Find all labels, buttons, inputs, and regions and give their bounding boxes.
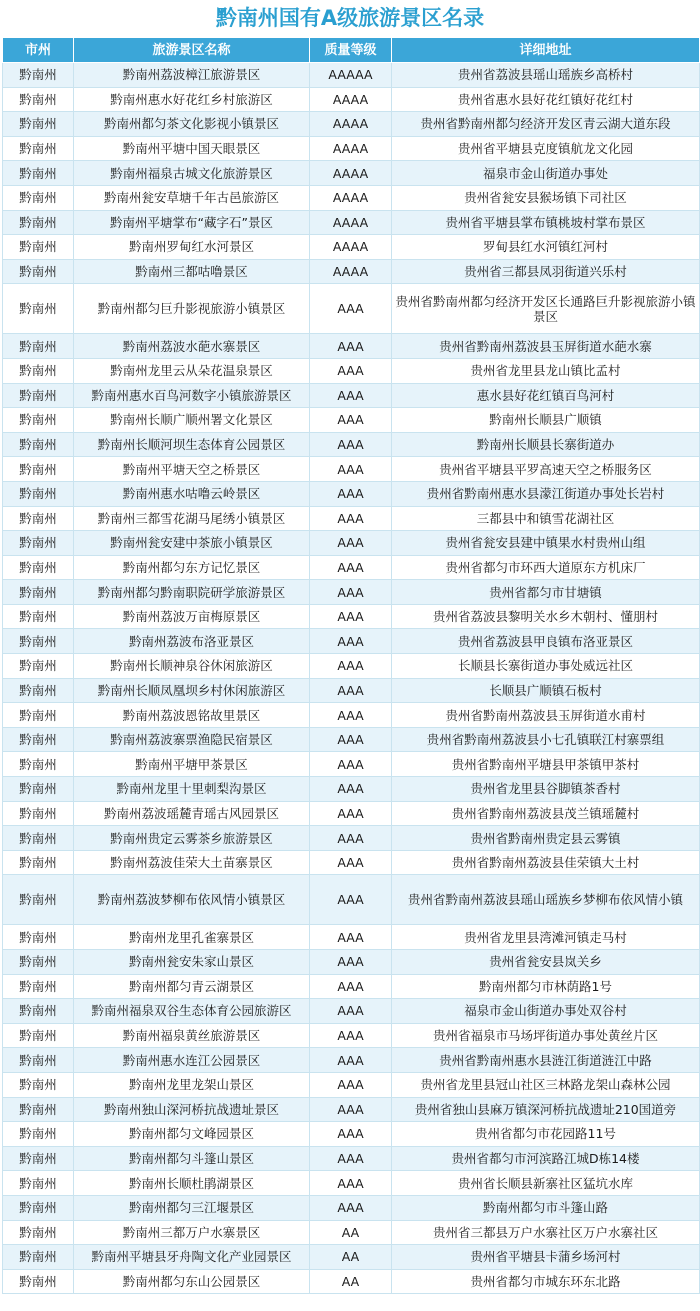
cell-address: 贵州省黔南州贵定县云雾镇 bbox=[392, 826, 700, 851]
cell-address: 贵州省都匀市城东环东北路 bbox=[392, 1269, 700, 1294]
table-row bbox=[3, 1245, 700, 1270]
header-name: 旅游景区名称 bbox=[74, 38, 310, 63]
cell-city: 黔南州 bbox=[3, 1245, 74, 1270]
cell-address: 贵州省福泉市马场坪街道办事处黄丝片区 bbox=[392, 1023, 700, 1048]
cell-name: 黔南州惠水好花红乡村旅游区 bbox=[74, 87, 310, 112]
cell-grade: AA bbox=[310, 1245, 392, 1270]
table-row bbox=[3, 1097, 700, 1122]
cell-name: 黔南州贵定云雾茶乡旅游景区 bbox=[74, 826, 310, 851]
cell-name: 黔南州龙里云从朵花温泉景区 bbox=[74, 358, 310, 383]
cell-city: 黔南州 bbox=[3, 210, 74, 235]
cell-address: 贵州省黔南州惠水县濛江街道办事处长岩村 bbox=[392, 481, 700, 506]
cell-address: 贵州省都匀市河滨路江城D栋14楼 bbox=[392, 1146, 700, 1171]
cell-grade: AAA bbox=[310, 875, 392, 925]
cell-name: 黔南州三都雪花湖马尾绣小镇景区 bbox=[74, 506, 310, 531]
cell-name: 黔南州福泉双谷生态体育公园旅游区 bbox=[74, 999, 310, 1024]
cell-address: 黔南州都匀市林荫路1号 bbox=[392, 974, 700, 999]
cell-name: 黔南州瓮安建中茶旅小镇景区 bbox=[74, 531, 310, 556]
cell-city: 黔南州 bbox=[3, 1220, 74, 1245]
cell-city: 黔南州 bbox=[3, 358, 74, 383]
cell-name: 黔南州都匀东方记忆景区 bbox=[74, 555, 310, 580]
table-row bbox=[3, 1220, 700, 1245]
table-row bbox=[3, 112, 700, 137]
cell-grade: AAA bbox=[310, 950, 392, 975]
cell-grade: AAA bbox=[310, 358, 392, 383]
cell-address: 罗甸县红水河镇红河村 bbox=[392, 235, 700, 260]
cell-address: 贵州省黔南州惠水县涟江街道涟江中路 bbox=[392, 1048, 700, 1073]
table-row bbox=[3, 925, 700, 950]
cell-address: 贵州省黔南州荔波县玉屏街道水甫村 bbox=[392, 703, 700, 728]
table-row bbox=[3, 432, 700, 457]
table-body bbox=[3, 63, 700, 1294]
cell-grade: AAA bbox=[310, 974, 392, 999]
cell-name: 黔南州长顺广顺州署文化景区 bbox=[74, 408, 310, 433]
table-row bbox=[3, 481, 700, 506]
cell-city: 黔南州 bbox=[3, 1146, 74, 1171]
cell-city: 黔南州 bbox=[3, 1122, 74, 1147]
cell-city: 黔南州 bbox=[3, 112, 74, 137]
cell-grade: AAA bbox=[310, 432, 392, 457]
cell-address: 长顺县长寨街道办事处威远社区 bbox=[392, 654, 700, 679]
cell-address: 贵州省龙里县谷脚镇茶香村 bbox=[392, 777, 700, 802]
page-title: 黔南州国有A级旅游景区名录 bbox=[215, 6, 485, 30]
cell-grade: AAA bbox=[310, 531, 392, 556]
table-row bbox=[3, 1269, 700, 1294]
scenic-area-table bbox=[2, 37, 700, 1294]
cell-address: 贵州省瓮安县岚关乡 bbox=[392, 950, 700, 975]
cell-grade: AA bbox=[310, 1220, 392, 1245]
cell-grade: AAA bbox=[310, 1072, 392, 1097]
cell-city: 黔南州 bbox=[3, 777, 74, 802]
table-row bbox=[3, 629, 700, 654]
table-row bbox=[3, 999, 700, 1024]
cell-city: 黔南州 bbox=[3, 826, 74, 851]
cell-address: 黔南州长顺县长寨街道办 bbox=[392, 432, 700, 457]
table-row bbox=[3, 358, 700, 383]
table-row bbox=[3, 875, 700, 925]
cell-address: 贵州省黔南州都匀经济开发区长通路巨升影视旅游小镇景区 bbox=[392, 284, 700, 334]
cell-city: 黔南州 bbox=[3, 1097, 74, 1122]
cell-address: 惠水县好花红镇百鸟河村 bbox=[392, 383, 700, 408]
cell-grade: AAA bbox=[310, 1048, 392, 1073]
cell-name: 黔南州平塘中国天眼景区 bbox=[74, 136, 310, 161]
cell-name: 黔南州荔波樟江旅游景区 bbox=[74, 63, 310, 88]
cell-city: 黔南州 bbox=[3, 334, 74, 359]
cell-name: 黔南州三都万户水寨景区 bbox=[74, 1220, 310, 1245]
cell-city: 黔南州 bbox=[3, 678, 74, 703]
cell-name: 黔南州都匀青云湖景区 bbox=[74, 974, 310, 999]
cell-address: 贵州省平塘县掌布镇桃坡村掌布景区 bbox=[392, 210, 700, 235]
cell-grade: AAA bbox=[310, 1171, 392, 1196]
table-row bbox=[3, 531, 700, 556]
table-row bbox=[3, 604, 700, 629]
cell-address: 贵州省瓮安县建中镇果水村贵州山组 bbox=[392, 531, 700, 556]
cell-grade: AAAA bbox=[310, 259, 392, 284]
cell-name: 黔南州平塘甲茶景区 bbox=[74, 752, 310, 777]
header-grade: 质量等级 bbox=[310, 38, 392, 63]
cell-name: 黔南州福泉黄丝旅游景区 bbox=[74, 1023, 310, 1048]
cell-address: 贵州省荔波县黎明关水乡木朝村、懂朋村 bbox=[392, 604, 700, 629]
cell-city: 黔南州 bbox=[3, 1023, 74, 1048]
cell-name: 黔南州长顺神泉谷休闲旅游区 bbox=[74, 654, 310, 679]
cell-grade: AAA bbox=[310, 777, 392, 802]
table-row bbox=[3, 63, 700, 88]
cell-name: 黔南州罗甸红水河景区 bbox=[74, 235, 310, 260]
header-address: 详细地址 bbox=[392, 38, 700, 63]
cell-address: 三都县中和镇雪花湖社区 bbox=[392, 506, 700, 531]
cell-address: 贵州省长顺县新寨社区猛坑水库 bbox=[392, 1171, 700, 1196]
table-row bbox=[3, 752, 700, 777]
cell-city: 黔南州 bbox=[3, 1171, 74, 1196]
cell-name: 黔南州荔波佳荣大土苗寨景区 bbox=[74, 850, 310, 875]
cell-grade: AAA bbox=[310, 703, 392, 728]
cell-address: 贵州省平塘县卡蒲乡场河村 bbox=[392, 1245, 700, 1270]
cell-address: 贵州省黔南州平塘县甲茶镇甲茶村 bbox=[392, 752, 700, 777]
cell-grade: AAAA bbox=[310, 235, 392, 260]
table-row bbox=[3, 950, 700, 975]
cell-address: 贵州省都匀市花园路11号 bbox=[392, 1122, 700, 1147]
cell-grade: AAA bbox=[310, 284, 392, 334]
table-row bbox=[3, 1195, 700, 1220]
table-row bbox=[3, 1122, 700, 1147]
cell-address: 贵州省惠水县好花红镇好花红村 bbox=[392, 87, 700, 112]
cell-name: 黔南州荔波梦柳布依风情小镇景区 bbox=[74, 875, 310, 925]
cell-address: 贵州省都匀市甘塘镇 bbox=[392, 580, 700, 605]
cell-name: 黔南州惠水百鸟河数字小镇旅游景区 bbox=[74, 383, 310, 408]
cell-address: 黔南州长顺县广顺镇 bbox=[392, 408, 700, 433]
cell-grade: AAA bbox=[310, 654, 392, 679]
cell-city: 黔南州 bbox=[3, 974, 74, 999]
table-row bbox=[3, 87, 700, 112]
table-row bbox=[3, 259, 700, 284]
table-row bbox=[3, 826, 700, 851]
table-row bbox=[3, 580, 700, 605]
cell-grade: AAAA bbox=[310, 112, 392, 137]
cell-city: 黔南州 bbox=[3, 875, 74, 925]
cell-address: 贵州省龙里县湾滩河镇走马村 bbox=[392, 925, 700, 950]
cell-name: 黔南州都匀三江堰景区 bbox=[74, 1195, 310, 1220]
cell-name: 黔南州龙里十里刺梨沟景区 bbox=[74, 777, 310, 802]
cell-address: 黔南州都匀市斗篷山路 bbox=[392, 1195, 700, 1220]
cell-address: 贵州省独山县麻万镇深河桥抗战遗址210国道旁 bbox=[392, 1097, 700, 1122]
cell-grade: AAAA bbox=[310, 210, 392, 235]
cell-name: 黔南州瓮安朱家山景区 bbox=[74, 950, 310, 975]
cell-grade: AAAA bbox=[310, 136, 392, 161]
cell-city: 黔南州 bbox=[3, 161, 74, 186]
cell-address: 贵州省黔南州荔波县小七孔镇联江村寨票组 bbox=[392, 727, 700, 752]
cell-name: 黔南州龙里龙架山景区 bbox=[74, 1072, 310, 1097]
table-row bbox=[3, 334, 700, 359]
table-row bbox=[3, 408, 700, 433]
table-row bbox=[3, 506, 700, 531]
cell-address: 贵州省黔南州荔波县玉屏街道水葩水寨 bbox=[392, 334, 700, 359]
cell-address: 贵州省黔南州荔波县佳荣镇大土村 bbox=[392, 850, 700, 875]
cell-name: 黔南州平塘天空之桥景区 bbox=[74, 457, 310, 482]
table-row bbox=[3, 210, 700, 235]
cell-grade: AAAAA bbox=[310, 63, 392, 88]
cell-name: 黔南州荔波水葩水寨景区 bbox=[74, 334, 310, 359]
cell-name: 黔南州瓮安草塘千年古邑旅游区 bbox=[74, 185, 310, 210]
table-row bbox=[3, 777, 700, 802]
cell-grade: AAA bbox=[310, 752, 392, 777]
table-row bbox=[3, 703, 700, 728]
cell-city: 黔南州 bbox=[3, 580, 74, 605]
cell-name: 黔南州长顺凤凰坝乡村休闲旅游区 bbox=[74, 678, 310, 703]
cell-address: 贵州省荔波县甲良镇布洛亚景区 bbox=[392, 629, 700, 654]
cell-address: 福泉市金山街道办事处 bbox=[392, 161, 700, 186]
cell-grade: AAAA bbox=[310, 87, 392, 112]
cell-grade: AAA bbox=[310, 604, 392, 629]
cell-address: 贵州省黔南州都匀经济开发区青云湖大道东段 bbox=[392, 112, 700, 137]
cell-grade: AAA bbox=[310, 457, 392, 482]
table-row bbox=[3, 801, 700, 826]
table-row bbox=[3, 161, 700, 186]
cell-grade: AAAA bbox=[310, 185, 392, 210]
cell-address: 长顺县广顺镇石板村 bbox=[392, 678, 700, 703]
header-city: 市州 bbox=[3, 38, 74, 63]
cell-address: 贵州省黔南州荔波县瑶山瑶族乡梦柳布依风情小镇 bbox=[392, 875, 700, 925]
cell-name: 黔南州三都咕噜景区 bbox=[74, 259, 310, 284]
cell-name: 黔南州都匀黔南职院研学旅游景区 bbox=[74, 580, 310, 605]
cell-grade: AAA bbox=[310, 1097, 392, 1122]
table-row bbox=[3, 1146, 700, 1171]
cell-name: 黔南州福泉古城文化旅游景区 bbox=[74, 161, 310, 186]
cell-city: 黔南州 bbox=[3, 259, 74, 284]
cell-address: 福泉市金山街道办事处双谷村 bbox=[392, 999, 700, 1024]
cell-city: 黔南州 bbox=[3, 136, 74, 161]
cell-grade: AAA bbox=[310, 383, 392, 408]
table-row bbox=[3, 1171, 700, 1196]
cell-name: 黔南州荔波万亩梅原景区 bbox=[74, 604, 310, 629]
cell-grade: AAA bbox=[310, 629, 392, 654]
cell-grade: AAA bbox=[310, 1122, 392, 1147]
cell-grade: AA bbox=[310, 1269, 392, 1294]
cell-city: 黔南州 bbox=[3, 383, 74, 408]
table-row bbox=[3, 654, 700, 679]
cell-city: 黔南州 bbox=[3, 555, 74, 580]
table-row bbox=[3, 727, 700, 752]
table-row bbox=[3, 1072, 700, 1097]
table-row bbox=[3, 284, 700, 334]
table-row bbox=[3, 383, 700, 408]
table-header-row bbox=[3, 38, 700, 63]
cell-city: 黔南州 bbox=[3, 284, 74, 334]
cell-grade: AAAA bbox=[310, 161, 392, 186]
table-row bbox=[3, 1023, 700, 1048]
cell-grade: AAA bbox=[310, 1195, 392, 1220]
table-row bbox=[3, 555, 700, 580]
cell-name: 黔南州独山深河桥抗战遗址景区 bbox=[74, 1097, 310, 1122]
cell-address: 贵州省三都县万户水寨社区万户水寨社区 bbox=[392, 1220, 700, 1245]
cell-city: 黔南州 bbox=[3, 457, 74, 482]
cell-address: 贵州省三都县凤羽街道兴乐村 bbox=[392, 259, 700, 284]
cell-grade: AAA bbox=[310, 555, 392, 580]
cell-grade: AAA bbox=[310, 1023, 392, 1048]
cell-grade: AAA bbox=[310, 801, 392, 826]
cell-city: 黔南州 bbox=[3, 752, 74, 777]
cell-name: 黔南州惠水咕噜云岭景区 bbox=[74, 481, 310, 506]
cell-city: 黔南州 bbox=[3, 1269, 74, 1294]
cell-city: 黔南州 bbox=[3, 1048, 74, 1073]
cell-city: 黔南州 bbox=[3, 801, 74, 826]
cell-name: 黔南州惠水连江公园景区 bbox=[74, 1048, 310, 1073]
cell-name: 黔南州平塘掌布“藏字石”景区 bbox=[74, 210, 310, 235]
cell-city: 黔南州 bbox=[3, 703, 74, 728]
cell-address: 贵州省荔波县瑶山瑶族乡高桥村 bbox=[392, 63, 700, 88]
cell-grade: AAA bbox=[310, 334, 392, 359]
cell-grade: AAA bbox=[310, 678, 392, 703]
cell-city: 黔南州 bbox=[3, 604, 74, 629]
cell-city: 黔南州 bbox=[3, 654, 74, 679]
cell-address: 贵州省平塘县克度镇航龙文化园 bbox=[392, 136, 700, 161]
cell-address: 贵州省龙里县冠山社区三林路龙架山森林公园 bbox=[392, 1072, 700, 1097]
table-row bbox=[3, 185, 700, 210]
cell-name: 黔南州荔波布洛亚景区 bbox=[74, 629, 310, 654]
table-row bbox=[3, 136, 700, 161]
cell-address: 贵州省平塘县平罗高速天空之桥服务区 bbox=[392, 457, 700, 482]
cell-city: 黔南州 bbox=[3, 481, 74, 506]
cell-name: 黔南州平塘县牙舟陶文化产业园景区 bbox=[74, 1245, 310, 1270]
cell-city: 黔南州 bbox=[3, 1195, 74, 1220]
cell-address: 贵州省都匀市环西大道原东方机床厂 bbox=[392, 555, 700, 580]
cell-name: 黔南州都匀斗篷山景区 bbox=[74, 1146, 310, 1171]
cell-city: 黔南州 bbox=[3, 1072, 74, 1097]
cell-name: 黔南州长顺杜鹃湖景区 bbox=[74, 1171, 310, 1196]
cell-city: 黔南州 bbox=[3, 727, 74, 752]
cell-city: 黔南州 bbox=[3, 999, 74, 1024]
cell-city: 黔南州 bbox=[3, 87, 74, 112]
cell-city: 黔南州 bbox=[3, 629, 74, 654]
table-row bbox=[3, 678, 700, 703]
cell-name: 黔南州荔波寨票渔隐民宿景区 bbox=[74, 727, 310, 752]
cell-grade: AAA bbox=[310, 408, 392, 433]
cell-city: 黔南州 bbox=[3, 925, 74, 950]
cell-grade: AAA bbox=[310, 1146, 392, 1171]
cell-name: 黔南州都匀茶文化影视小镇景区 bbox=[74, 112, 310, 137]
cell-grade: AAA bbox=[310, 999, 392, 1024]
cell-address: 贵州省瓮安县猴场镇下司社区 bbox=[392, 185, 700, 210]
cell-city: 黔南州 bbox=[3, 506, 74, 531]
table-row bbox=[3, 850, 700, 875]
table-row bbox=[3, 1048, 700, 1073]
table-row bbox=[3, 457, 700, 482]
cell-city: 黔南州 bbox=[3, 850, 74, 875]
cell-name: 黔南州龙里孔雀寨景区 bbox=[74, 925, 310, 950]
cell-grade: AAA bbox=[310, 850, 392, 875]
cell-grade: AAA bbox=[310, 727, 392, 752]
cell-city: 黔南州 bbox=[3, 432, 74, 457]
cell-name: 黔南州长顺河坝生态体育公园景区 bbox=[74, 432, 310, 457]
cell-grade: AAA bbox=[310, 481, 392, 506]
cell-city: 黔南州 bbox=[3, 531, 74, 556]
cell-city: 黔南州 bbox=[3, 185, 74, 210]
cell-name: 黔南州都匀文峰园景区 bbox=[74, 1122, 310, 1147]
cell-address: 贵州省黔南州荔波县茂兰镇瑶麓村 bbox=[392, 801, 700, 826]
cell-name: 黔南州荔波恩铭故里景区 bbox=[74, 703, 310, 728]
cell-grade: AAA bbox=[310, 506, 392, 531]
cell-grade: AAA bbox=[310, 580, 392, 605]
cell-city: 黔南州 bbox=[3, 408, 74, 433]
cell-address: 贵州省龙里县龙山镇比孟村 bbox=[392, 358, 700, 383]
table-row bbox=[3, 974, 700, 999]
cell-city: 黔南州 bbox=[3, 235, 74, 260]
cell-city: 黔南州 bbox=[3, 950, 74, 975]
cell-grade: AAA bbox=[310, 826, 392, 851]
cell-name: 黔南州都匀巨升影视旅游小镇景区 bbox=[74, 284, 310, 334]
cell-grade: AAA bbox=[310, 925, 392, 950]
cell-city: 黔南州 bbox=[3, 63, 74, 88]
cell-name: 黔南州都匀东山公园景区 bbox=[74, 1269, 310, 1294]
table-row bbox=[3, 235, 700, 260]
cell-name: 黔南州荔波瑶麓青瑶古风园景区 bbox=[74, 801, 310, 826]
